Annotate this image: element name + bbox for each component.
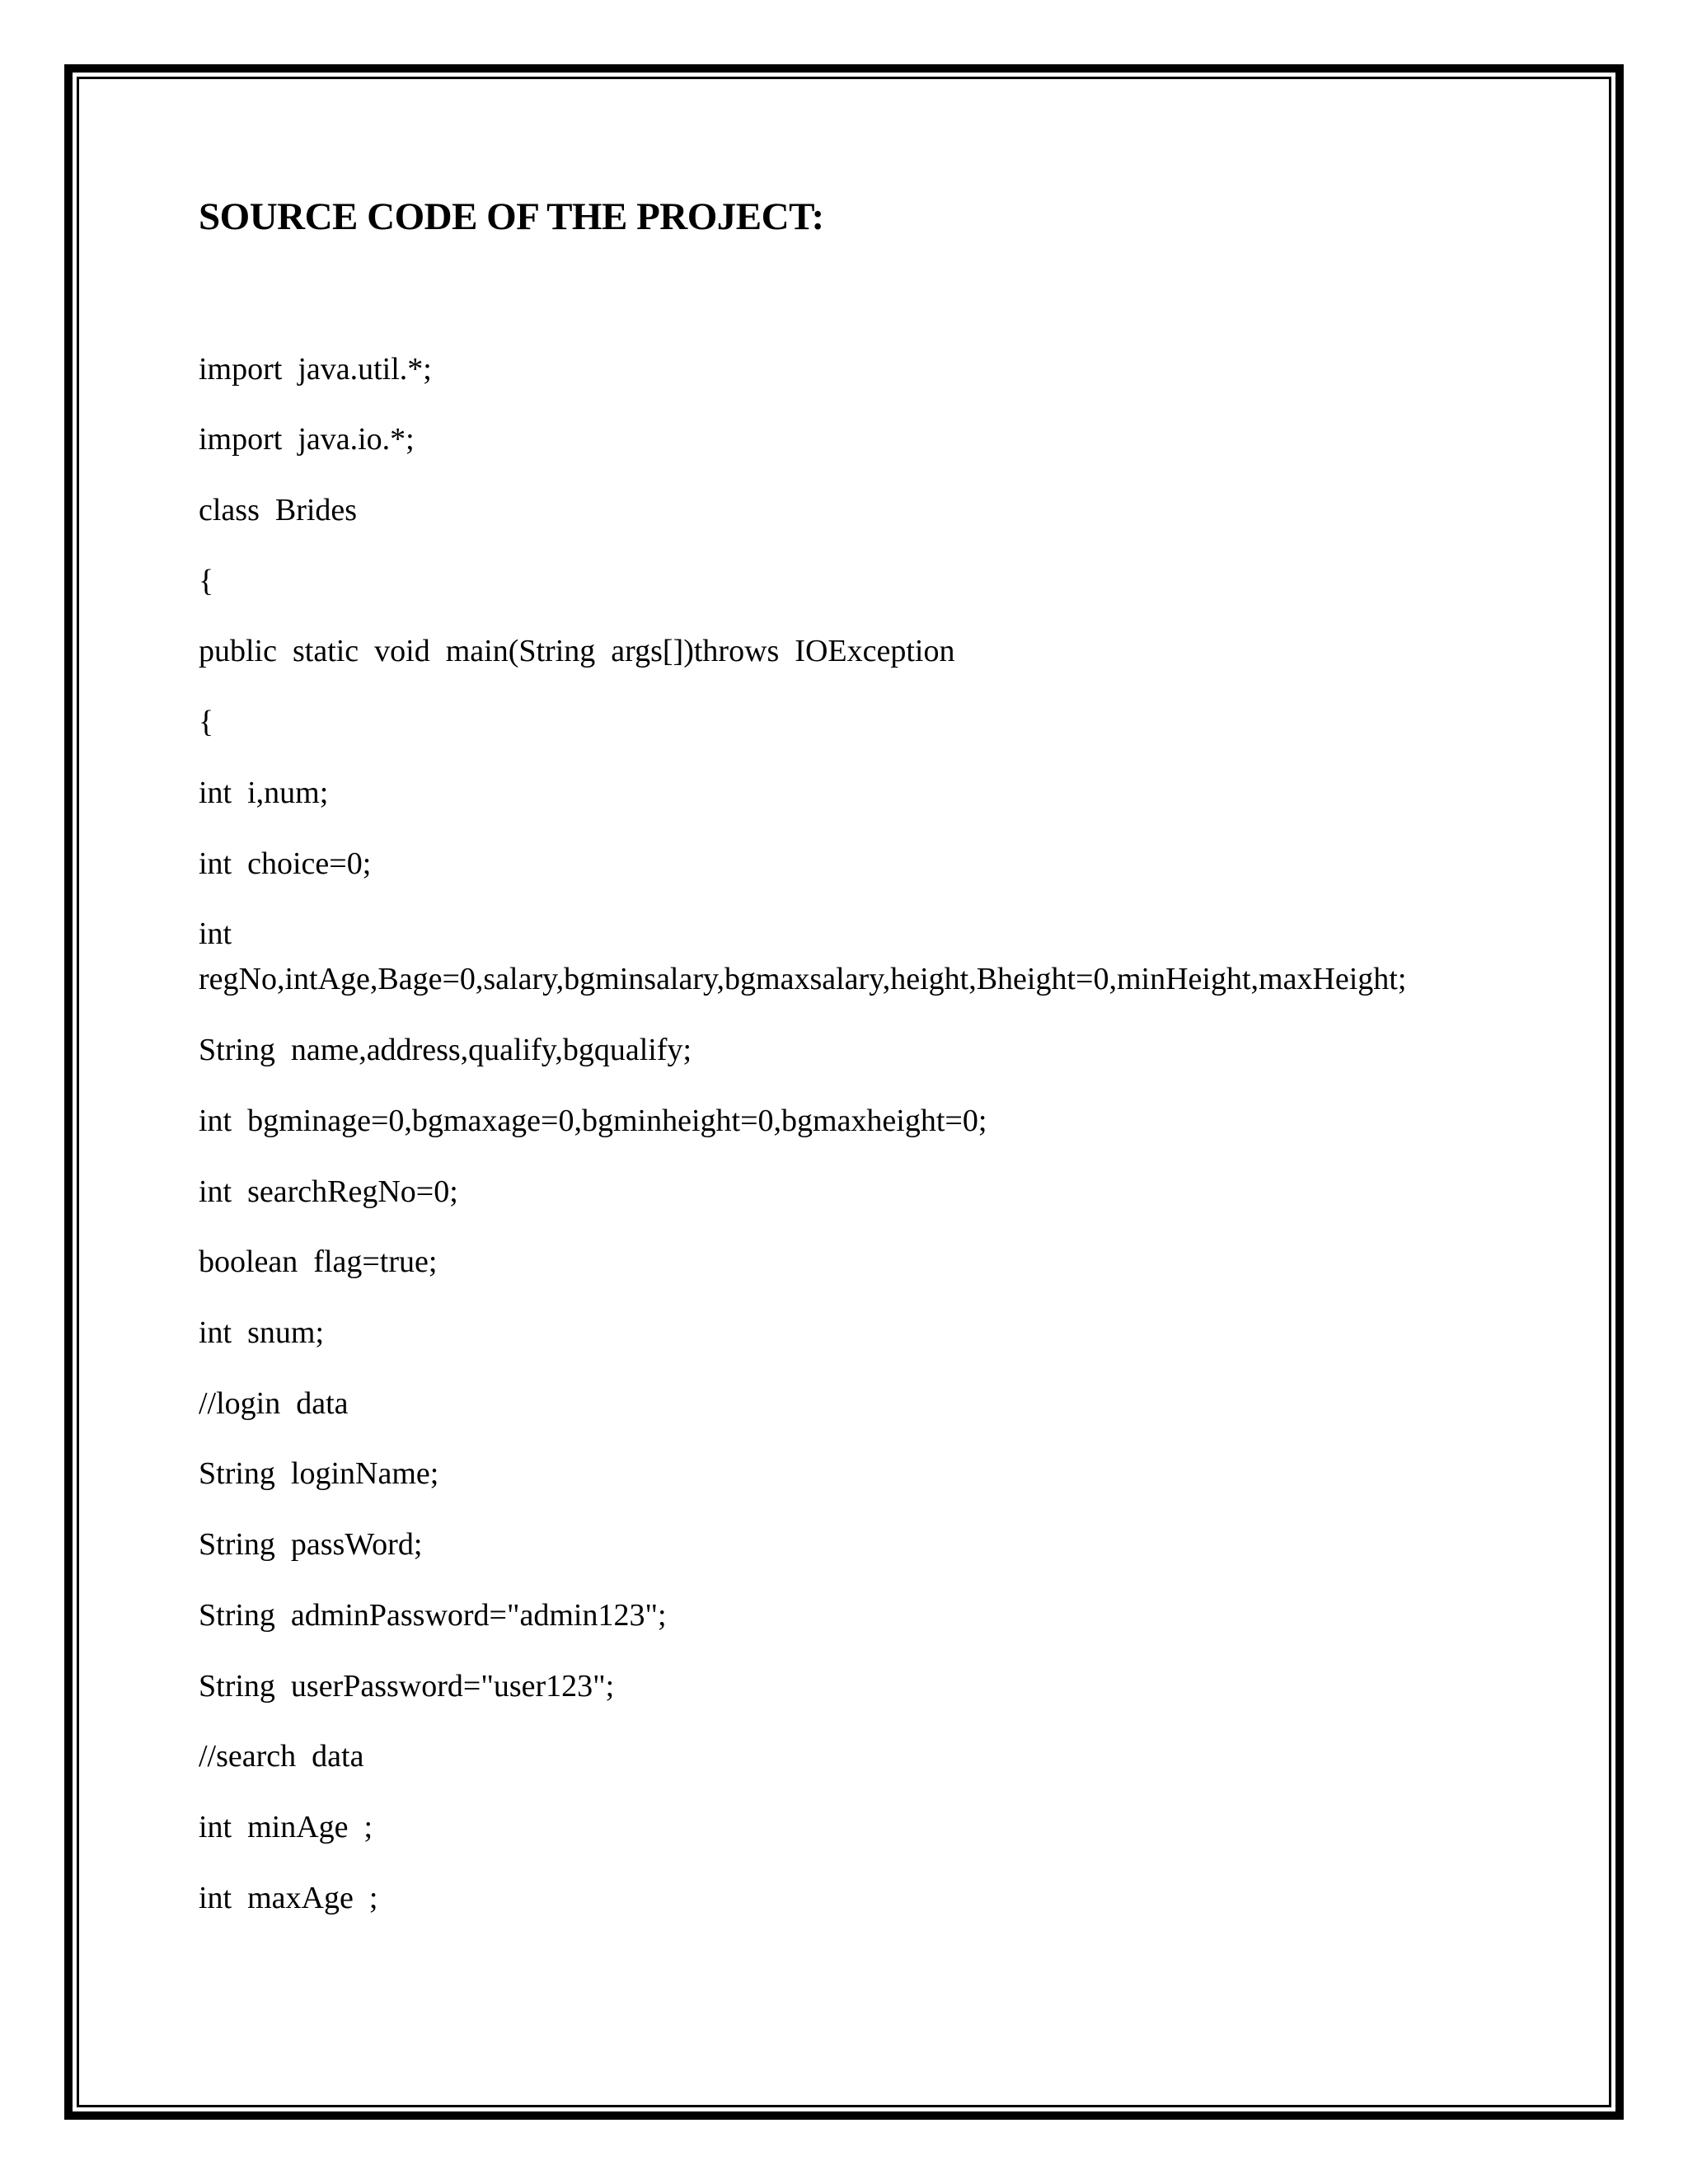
code-line: String passWord;: [199, 1527, 423, 1562]
code-line: public static void main(String args[])throws IOException: [199, 634, 955, 668]
code-line: String name,address,qualify,bgqualify;: [199, 1033, 692, 1067]
code-line: regNo,intAge,Bage=0,salary,bgminsalary,bgmaxsalary,height,Bheight=0,minHeight,maxHeight;: [199, 962, 1407, 996]
document-heading: SOURCE CODE OF THE PROJECT:: [199, 195, 824, 238]
code-line: int choice=0;: [199, 846, 372, 881]
code-line: int bgminage=0,bgmaxage=0,bgminheight=0,bgmaxheight=0;: [199, 1104, 987, 1138]
code-line: int snum;: [199, 1315, 325, 1350]
code-line: int searchRegNo=0;: [199, 1174, 458, 1209]
code-line: int minAge ;: [199, 1810, 373, 1844]
code-line: //login data: [199, 1386, 349, 1421]
code-line: int i,num;: [199, 776, 329, 810]
code-line: int: [199, 916, 232, 951]
code-line: String loginName;: [199, 1456, 439, 1491]
code-line: String userPassword="user123";: [199, 1669, 615, 1704]
code-line: class Brides: [199, 493, 358, 527]
code-line: {: [199, 705, 214, 739]
code-line: boolean flag=true;: [199, 1244, 438, 1279]
code-line: //search data: [199, 1739, 364, 1774]
code-line: import java.util.*;: [199, 352, 432, 387]
code-line: String adminPassword="admin123";: [199, 1598, 667, 1633]
code-line: int maxAge ;: [199, 1881, 378, 1915]
code-line: import java.io.*;: [199, 422, 415, 457]
code-line: {: [199, 564, 214, 598]
